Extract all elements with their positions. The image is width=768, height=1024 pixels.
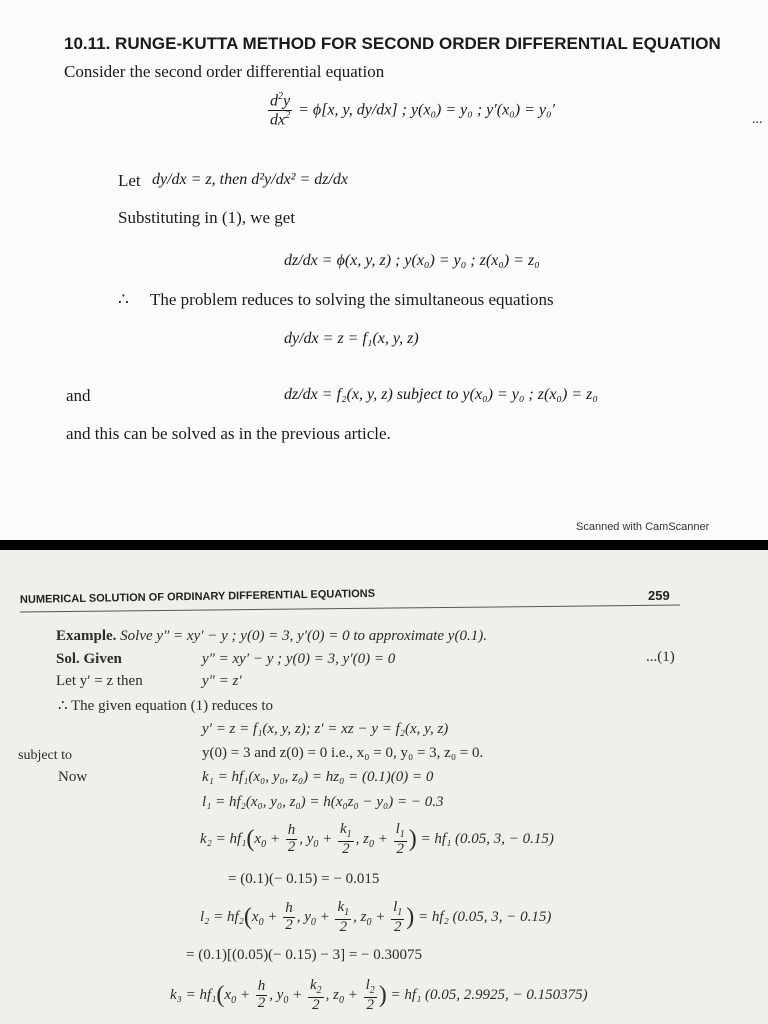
k1-equation: k₁ = hf₁(x₀, y₀, z₀) = hz₀ = (0.1)(0) = 0 bbox=[202, 769, 434, 785]
and-label: and bbox=[66, 386, 91, 405]
l2-equation: $l_2 = hf_2(x_0$ + $\frac{h}{2}$ , $y_0$ + $\frac{k_1}{2}$ , $z_0$ + $\frac{l_1}{2}$ ) = hf₂ (0.05, 3, − 0.15) bbox=[200, 899, 552, 935]
system-equation: y′ = z = f₁(x, y, z); z′ = xz − y = f₂(x, y, z) bbox=[202, 721, 449, 737]
let-equation: y″ = z′ bbox=[202, 673, 242, 689]
k3-rhs: = hf₁ (0.05, 2.9925, − 0.150375) bbox=[390, 987, 588, 1004]
now-label: Now bbox=[58, 769, 88, 785]
l2-rhs: = hf₂ (0.05, 3, − 0.15) bbox=[418, 909, 552, 926]
l2-lhs: l₂ = hf₂ bbox=[200, 909, 244, 926]
running-header: NUMERICAL SOLUTION OF ORDINARY DIFFERENTIAL EQUATIONS bbox=[19, 587, 376, 606]
sol-label: Sol. Given bbox=[56, 651, 122, 667]
k2-lhs: k₂ = hf₁ bbox=[200, 831, 247, 848]
equation-1 bbox=[266, 92, 555, 129]
let-label: Let bbox=[118, 171, 141, 190]
k2-equation: $k_2 = hf_1(x_0$ + $\frac{h}{2}$ , $y_0$ + $\frac{k_1}{2}$ , $z_0$ + $\frac{l_1}{2}$ ) = hf₁ (0.05, 3, − 0.15) bbox=[200, 821, 554, 857]
page-number: 259 bbox=[648, 588, 670, 603]
k3-lhs: k₃ = hf₁ bbox=[170, 987, 217, 1004]
reduces-text: ∴ The given equation (1) reduces to bbox=[58, 698, 274, 714]
k2-rhs: = hf₁ (0.05, 3, − 0.15) bbox=[420, 831, 554, 848]
reduces-text: The problem reduces to solving the simultaneous equations bbox=[150, 290, 554, 309]
section-heading: 10.11. RUNGE-KUTTA METHOD FOR SECOND ORDER DIFFERENTIAL EQUATION bbox=[64, 34, 721, 53]
k2-value: = (0.1)(− 0.15) = − 0.015 bbox=[228, 871, 380, 887]
ellipsis-mark: ... bbox=[752, 112, 763, 127]
example-text: Solve y″ = xy′ − y ; y(0) = 3, y′(0) = 0 to approximate y(0.1). bbox=[120, 628, 487, 644]
let-equation: dy/dx = z, then d²y/dx² = dz/dx bbox=[152, 171, 349, 188]
scanner-watermark: Scanned with CamScanner bbox=[576, 521, 710, 533]
equation-1-rhs: = ϕ[x, y, dy/dx] ; y(x₀) = y₀ ; y′(x₀) = y₀′ bbox=[298, 101, 556, 119]
let-label: Let y′ = z then bbox=[56, 673, 143, 689]
intro-text: Consider the second order differential equation bbox=[64, 62, 385, 81]
closing-text: and this can be solved as in the previous article. bbox=[66, 424, 391, 443]
page-bottom bbox=[0, 550, 768, 1024]
substituting-text: Substituting in (1), we get bbox=[118, 208, 296, 227]
subject-equation: y(0) = 3 and z(0) = 0 i.e., x₀ = 0, y₀ = 3, z₀ = 0. bbox=[202, 745, 484, 761]
example-label: Example. bbox=[56, 628, 117, 644]
therefore-symbol: ∴ bbox=[118, 290, 129, 309]
l1-equation: l₁ = hf₂(x₀, y₀, z₀) = h(x₀z₀ − y₀) = − 0.3 bbox=[202, 794, 444, 810]
d2y-dx2-fraction: $\frac{d^2y}{dx^2}$ bbox=[270, 91, 291, 129]
equation-2: dz/dx = ϕ(x, y, z) ; y(x₀) = y₀ ; z(x₀) = z₀ bbox=[284, 252, 540, 269]
equation-number: ...(1) bbox=[646, 649, 675, 665]
example-line bbox=[56, 628, 487, 645]
l2-value: = (0.1)[(0.05)(− 0.15) − 3] = − 0.30075 bbox=[186, 947, 423, 963]
sol-equation: y″ = xy′ − y ; y(0) = 3, y′(0) = 0 bbox=[202, 651, 396, 667]
equation-4: dz/dx = f₂(x, y, z) subject to y(x₀) = y₀ ; z(x₀) = z₀ bbox=[284, 386, 598, 403]
subject-label: subject to bbox=[18, 748, 73, 763]
equation-3: dy/dx = z = f₁(x, y, z) bbox=[284, 330, 419, 347]
k3-equation: $k_3 = hf_1(x_0$ + $\frac{h}{2}$ , $y_0$ + $\frac{k_2}{2}$ , $z_0$ + $\frac{l_2}{2}$ ) = hf₁ (0.05, 2.9925, − 0.150375) bbox=[170, 977, 588, 1013]
header-rule bbox=[20, 605, 680, 613]
